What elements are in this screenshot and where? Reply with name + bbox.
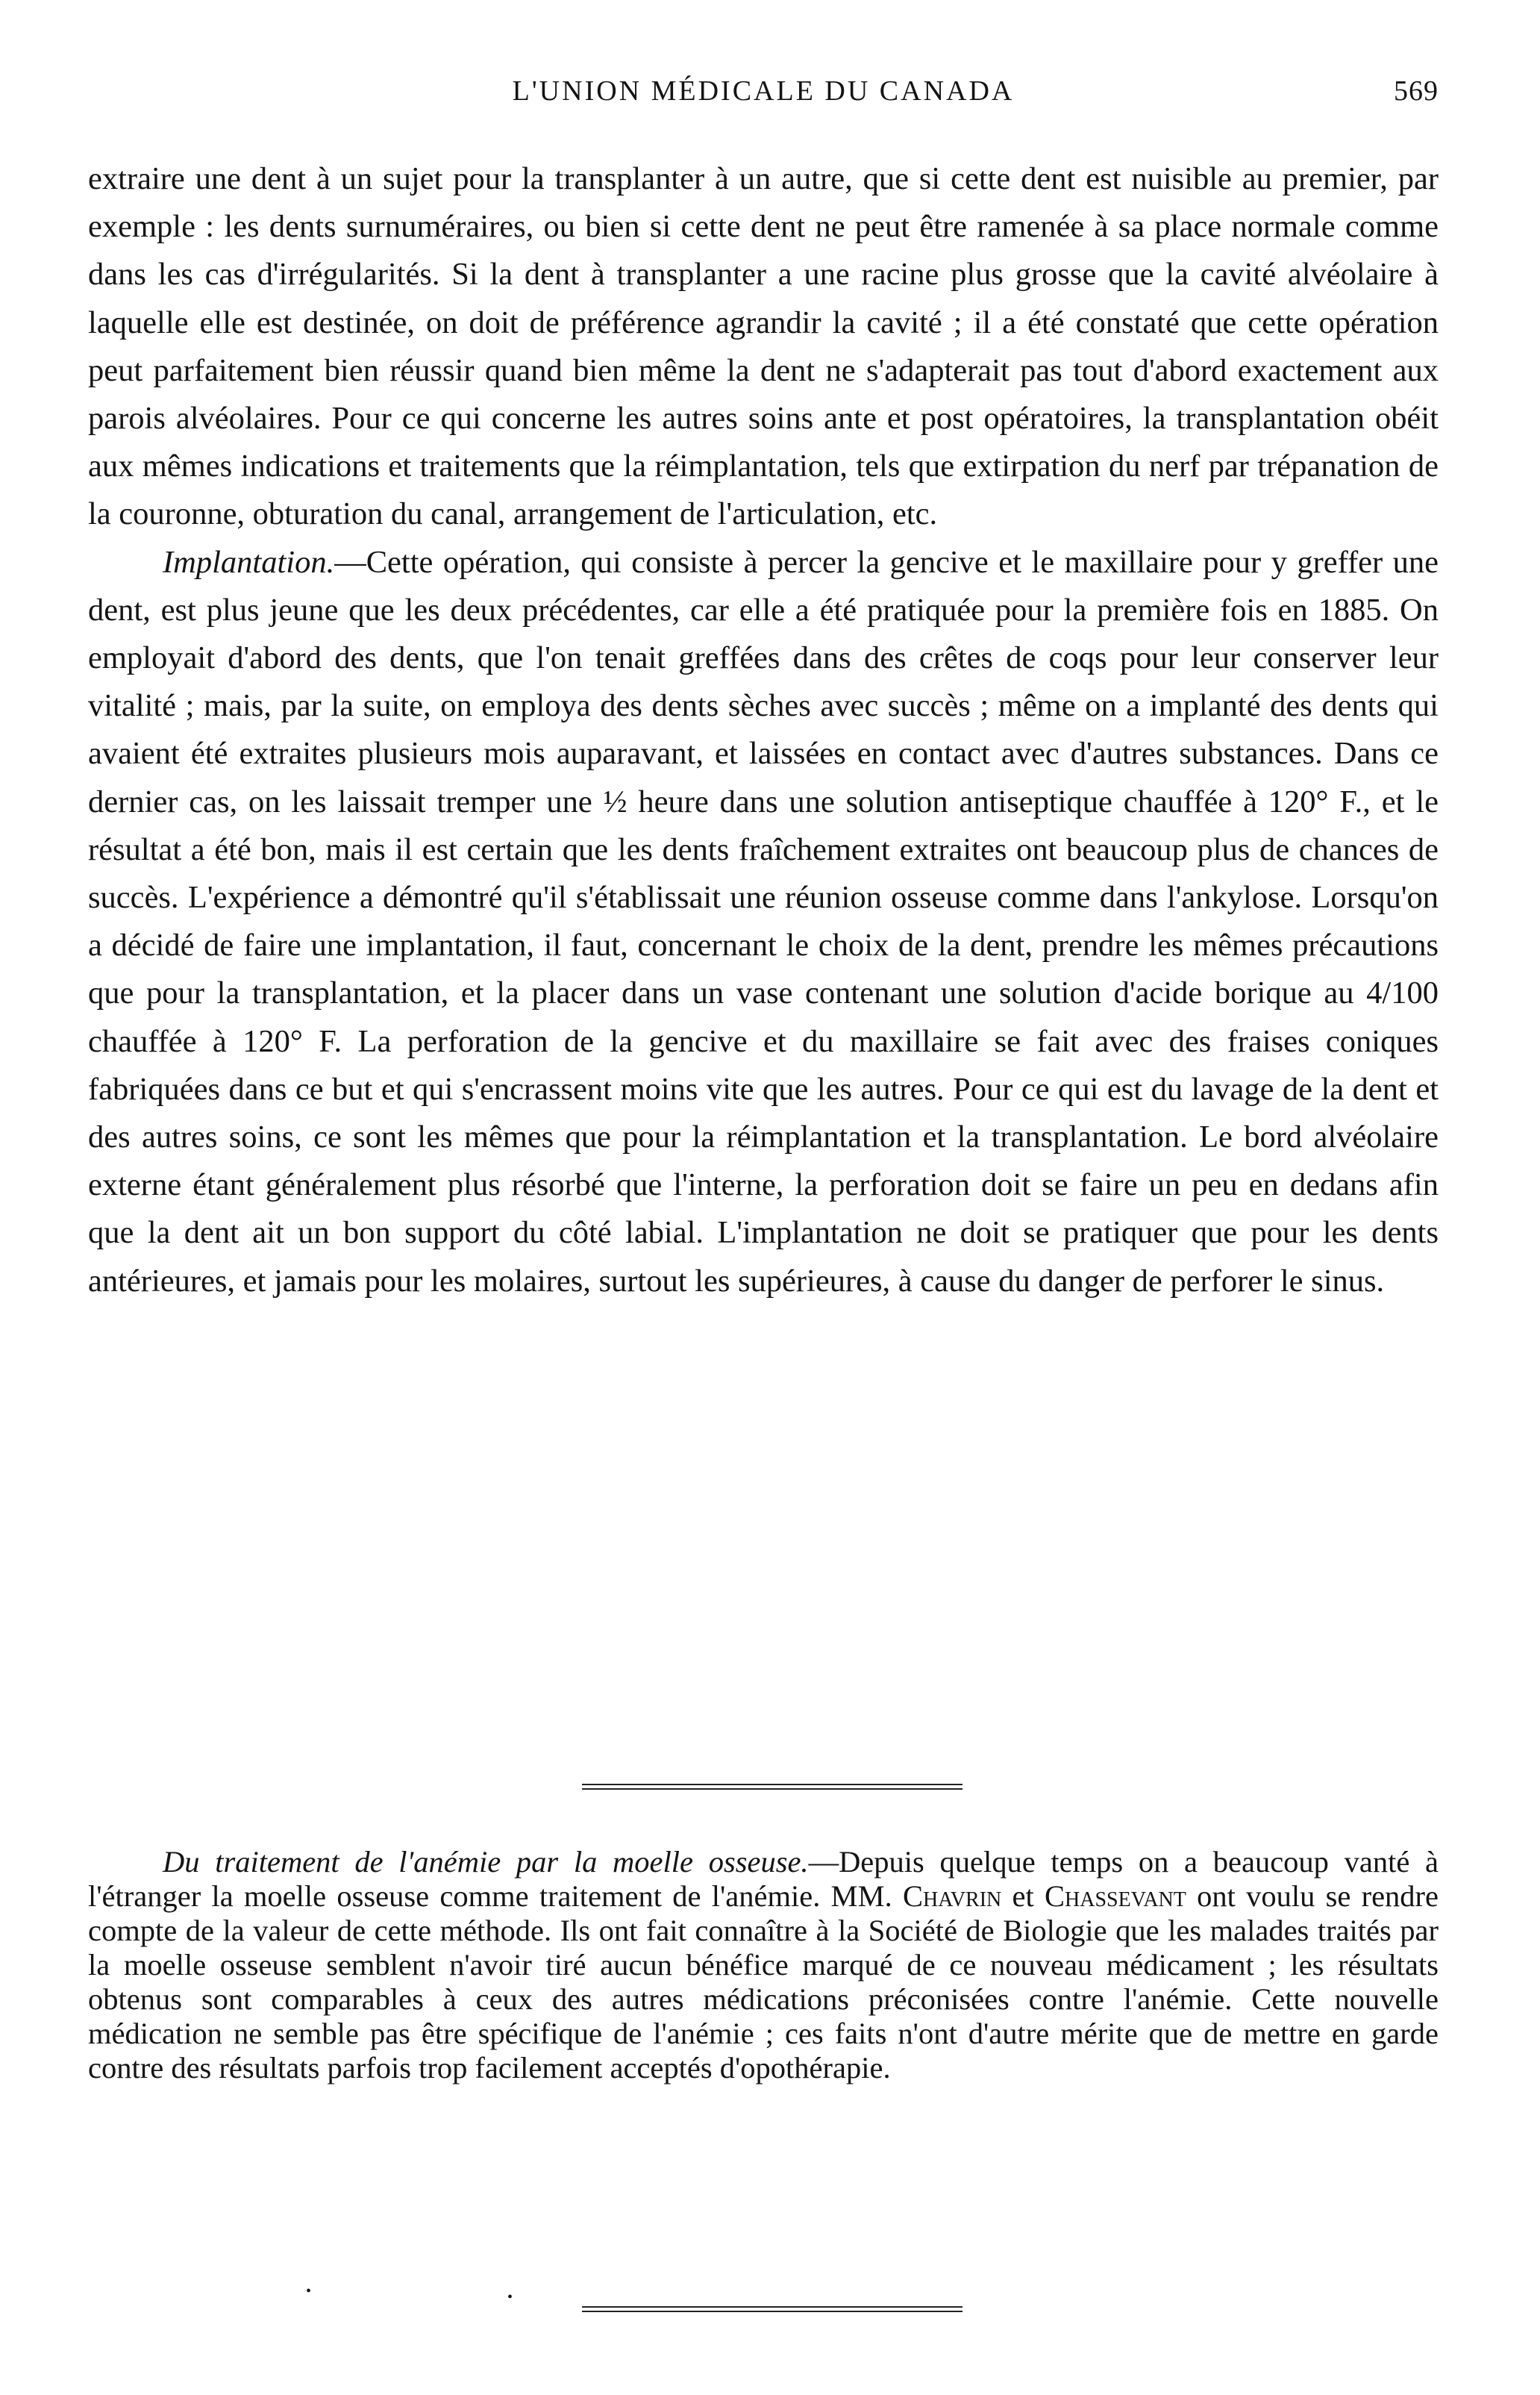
paragraph-anemie (88, 1845, 1439, 2085)
page-number: 569 (1394, 75, 1439, 107)
paragraph-implantation (88, 539, 1439, 1305)
section-divider-bottom (582, 2306, 962, 2312)
implantation-heading: Implantation. (163, 544, 335, 580)
section-divider (582, 1784, 962, 1790)
anemie-body-c: ont voulu se rendre compte de la valeur de cette méthode. Ils ont fait connaître à la Société de Biologie que les malades traités par la moelle osseuse semblent n'avoir tiré aucun bénéfice marqué de ce nouveau médicament ; les résultats obtenus sont comparables à ceux des autres médications préconisées contre l'anémie. Cette nouvelle médication ne semble pas être spécifique de l'anémie ; ces faits n'ont d'autre mérite que de mettre en garde contre des résultats parfois trop facilement acceptés d'opothérapie. (88, 1879, 1439, 2085)
anemie-heading: Du traitement de l'anémie par la moelle osseuse. (163, 1845, 809, 1879)
anemie-body-a: —Depuis quelque temps on a beaucoup vanté à l'étranger la moelle osseuse comme traitement de l'anémie. MM. (88, 1845, 1439, 1913)
article-anemie (88, 1845, 1439, 2085)
article-transplantation (88, 155, 1439, 1305)
ink-speck: • (306, 2283, 312, 2299)
anemie-body-b: et (1001, 1879, 1045, 1913)
implantation-body: —Cette opération, qui consiste à percer la gencive et le maxillaire pour y greffer une dent, est plus jeune que les deux précédentes, car elle a été pratiquée pour la première fois en 1885. On employait d'abord des dents, que l'on tenait greffées dans des crêtes de coqs pour leur conserver leur vitalité ; mais, par la suite, on employa des dents sèches avec succès ; même on a implanté des dents qui avaient été extraites plusieurs mois auparavant, et laissées en contact avec d'autres substances. Dans ce dernier cas, on les laissait tremper une ½ heure dans une solution antiseptique chauffée à 120° F., et le résultat a été bon, mais il est certain que les dents fraîchement extraites ont beaucoup plus de chances de succès. L'expérience a démontré qu'il s'établissait une réunion osseuse comme dans l'ankylose. Lorsqu'on a décidé de faire une implantation, il faut, concernant le choix de la dent, prendre les mêmes précautions que pour la transplantation, et la placer dans un vase contenant une solution d'acide borique au 4/100 chauffée à 120° F. La perforation de la gencive et du maxillaire se fait avec des fraises coniques fabriquées dans ce but et qui s'encrassent moins vite que les autres. Pour ce qui est du lavage de la dent et des autres soins, ce sont les mêmes que pour la réimplantation et la transplantation. Le bord alvéolaire externe étant généralement plus résorbé que l'interne, la perforation doit se faire un peu en dedans afin que la dent ait un bon support du côté labial. L'implantation ne doit se pratiquer que pour les dents antérieures, et jamais pour les molaires, surtout les supérieures, à cause du danger de perforer le sinus. (88, 544, 1439, 1299)
running-title: L'UNION MÉDICALE DU CANADA (512, 75, 1015, 107)
ink-speck: • (507, 2289, 513, 2305)
author-name-chassevant: Chassevant (1045, 1879, 1186, 1913)
page-header (88, 75, 1439, 119)
paragraph-transplantation-end: extraire une dent à un sujet pour la transplanter à un autre, que si cette dent est nuisible au premier, par exemple : les dents surnuméraires, ou bien si cette dent ne peut être ramenée à sa place normale comme dans les cas d'irrégularités. Si la dent à transplanter a une racine plus grosse que la cavité alvéolaire à laquelle elle est destinée, on doit de préférence agrandir la cavité ; il a été constaté que cette opération peut parfaitement bien réussir quand bien même la dent ne s'adapterait pas tout d'abord exactement aux parois alvéolaires. Pour ce qui concerne les autres soins ante et post opératoires, la transplantation obéit aux mêmes indications et traitements que la réimplantation, tels que extirpation du nerf par trépanation de la couronne, obturation du canal, arrangement de l'articulation, etc. (88, 161, 1439, 532)
author-name-chavrin: Chavrin (902, 1879, 1002, 1913)
